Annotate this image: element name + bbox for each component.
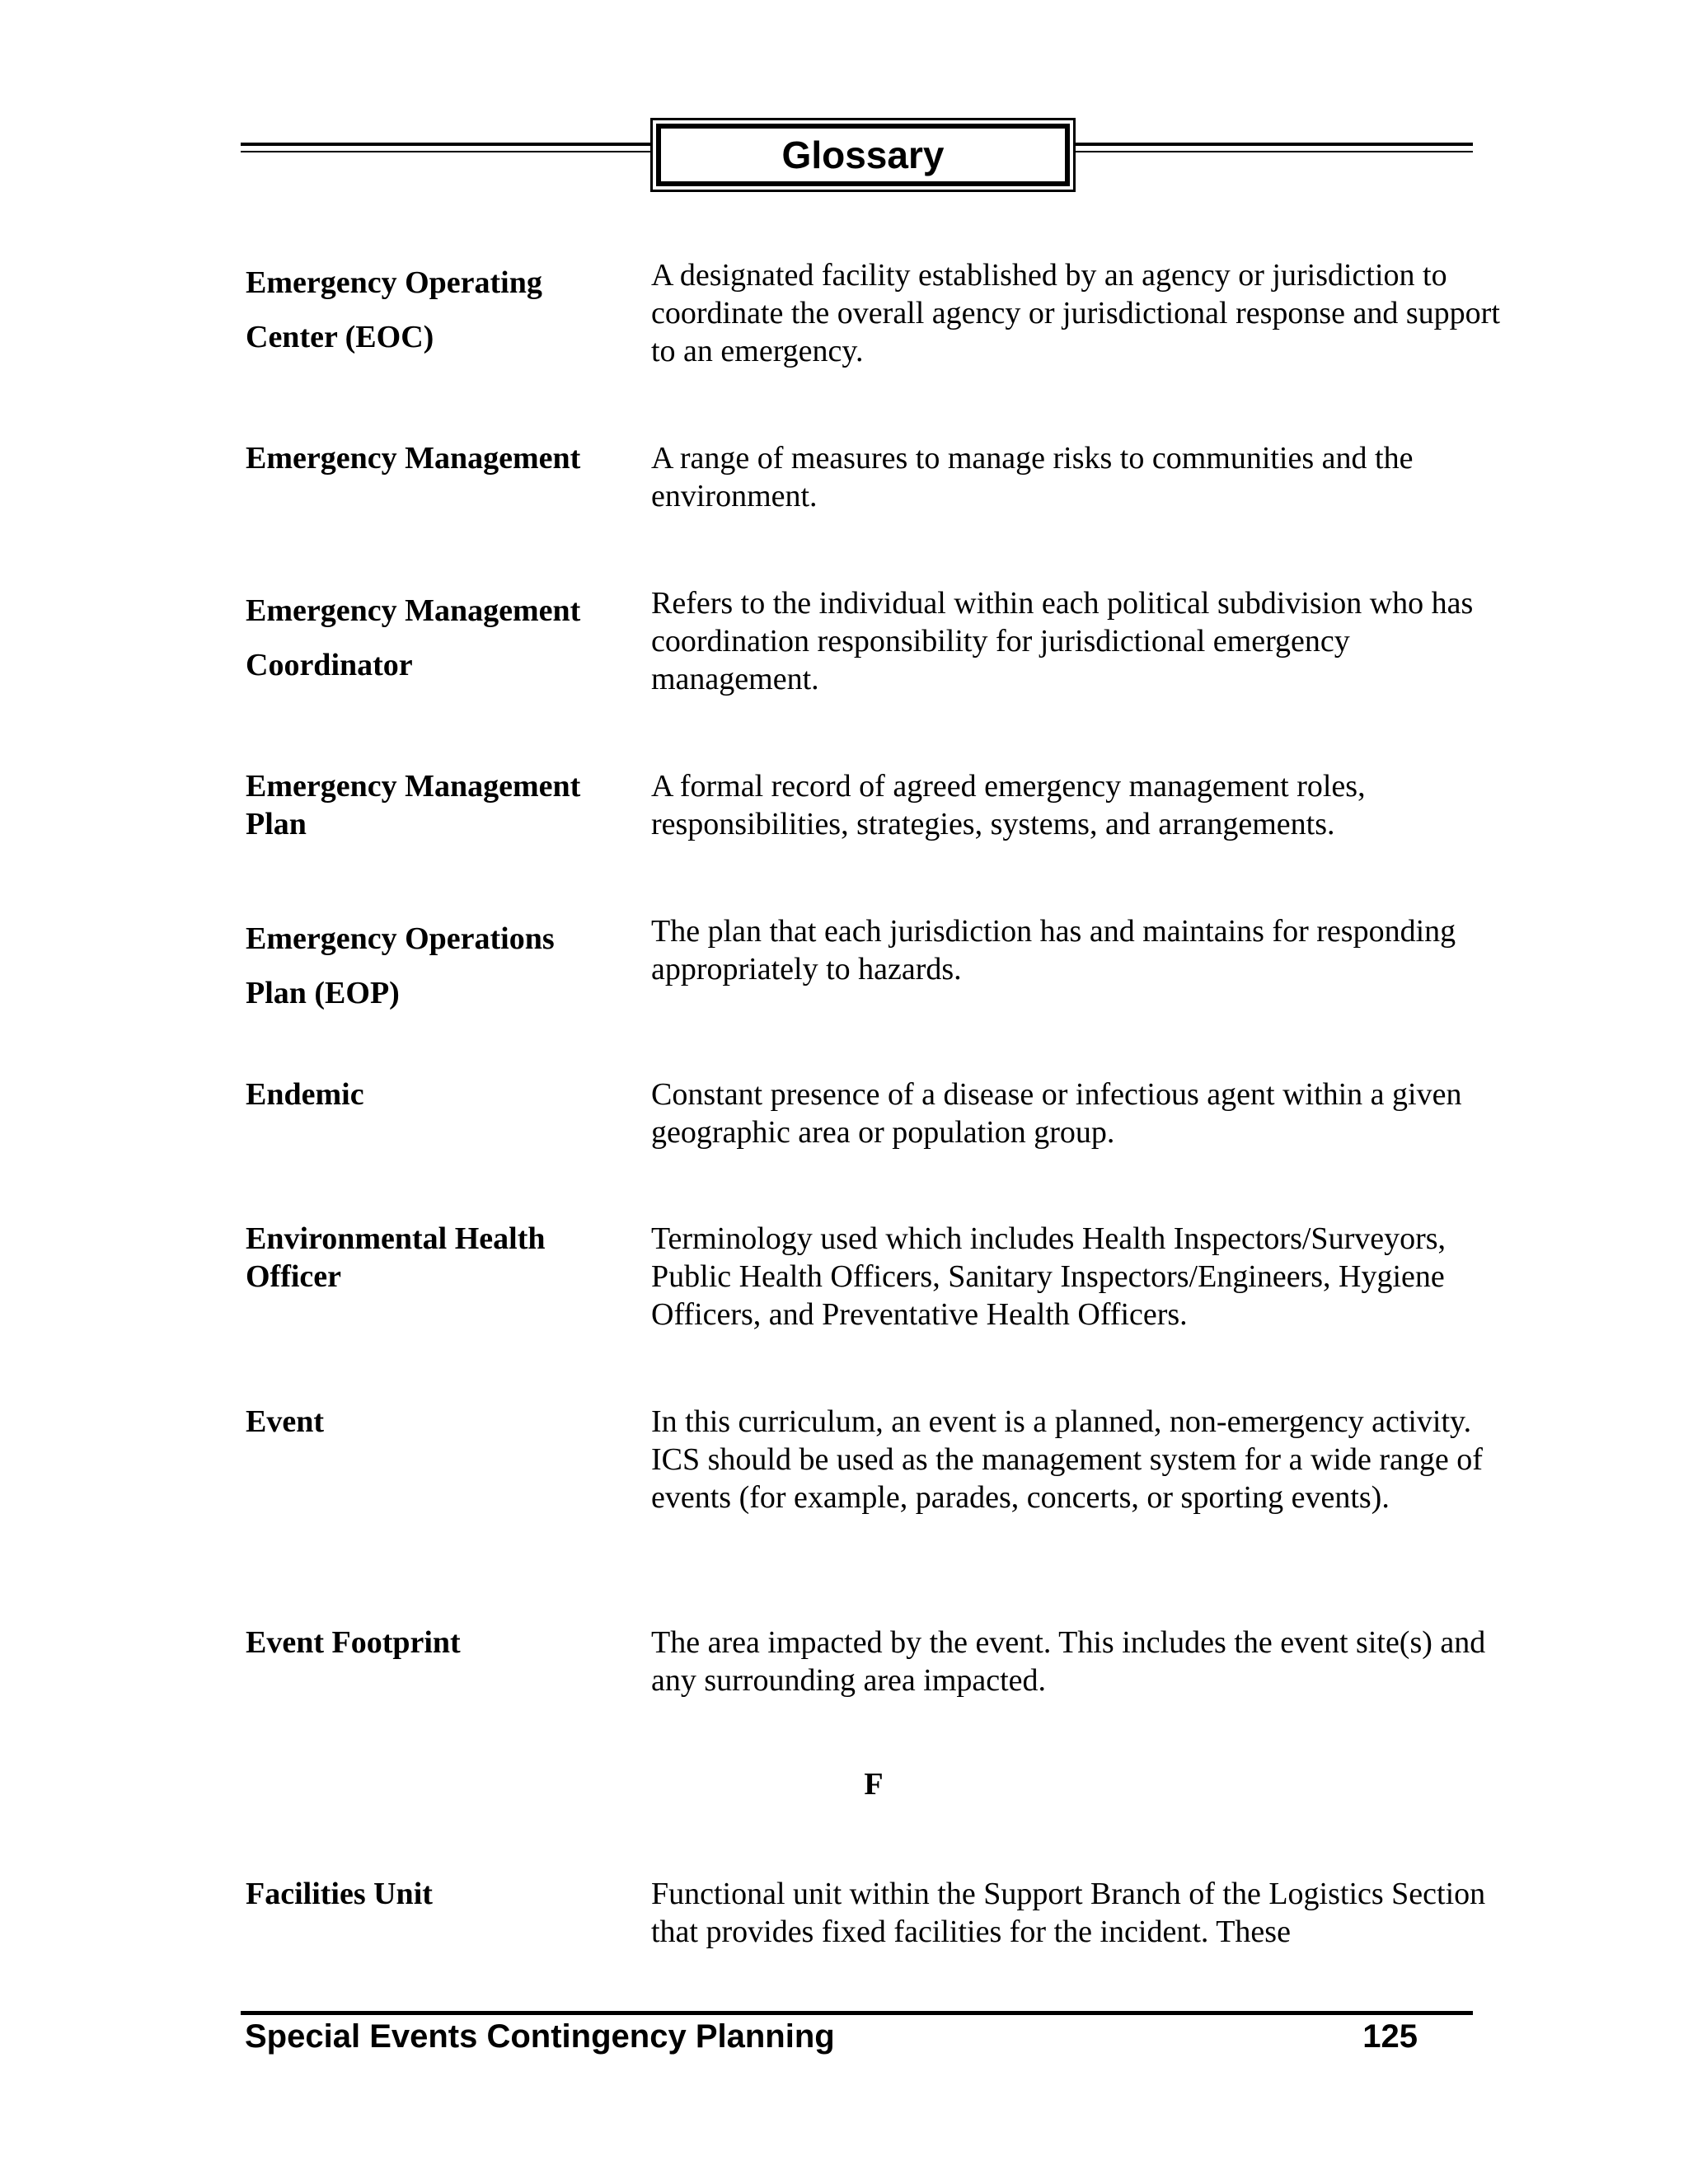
- glossary-term-line: Emergency Management: [246, 769, 581, 804]
- glossary-term-line: Center (EOC): [246, 320, 434, 354]
- glossary-term: [246, 439, 625, 477]
- glossary-term-line: Emergency Management: [246, 441, 581, 476]
- glossary-definition: In this curriculum, an event is a planned, non-emergency activity. ICS should be used as the management system for a wide range of events (for example, parades, concerts, or sporting events).: [651, 1404, 1483, 1515]
- footer-rule: [241, 2011, 1473, 2015]
- glossary-term: [246, 912, 625, 1020]
- footer-document-title: Special Events Contingency Planning: [245, 2018, 835, 2055]
- glossary-term-line: Plan: [246, 807, 307, 841]
- header-rule-left: [241, 143, 650, 152]
- glossary-definition: The area impacted by the event. This includes the event site(s) and any surrounding area impacted.: [651, 1625, 1486, 1698]
- glossary-definition: A range of measures to manage risks to communities and the environment.: [651, 441, 1414, 513]
- glossary-term: [246, 1220, 625, 1296]
- glossary-term: [246, 1403, 625, 1441]
- glossary-term: [246, 1624, 625, 1661]
- glossary-definition: Terminology used which includes Health Inspectors/Surveyors, Public Health Officers, Sanitary Inspectors/Engineers, Hygiene Officers, and Preventative Health Officers.: [651, 1221, 1447, 1332]
- header-rule-right: [1076, 143, 1473, 152]
- glossary-term: [246, 1076, 625, 1113]
- glossary-term: [246, 583, 625, 692]
- glossary-term-line: Event: [246, 1404, 324, 1439]
- glossary-term-line: Environmental Health: [246, 1221, 546, 1256]
- glossary-term-line: Officer: [246, 1259, 342, 1294]
- glossary-definition: Functional unit within the Support Branch of the Logistics Section that provides fixed facilities for the incident. These: [651, 1877, 1486, 1949]
- glossary-term-line: Emergency Operating: [246, 265, 542, 300]
- glossary-term-line: Emergency Management: [246, 593, 581, 628]
- page-title: Glossary: [656, 124, 1070, 186]
- glossary-term-line: Coordinator: [246, 648, 413, 682]
- glossary-term: [246, 255, 625, 364]
- glossary-term: [246, 1875, 625, 1913]
- page-number: 125: [1362, 2018, 1418, 2055]
- glossary-term-line: Facilities Unit: [246, 1877, 433, 1911]
- glossary-term: [246, 767, 625, 843]
- glossary-definition: A formal record of agreed emergency management roles, responsibilities, strategies, systems, and arrangements.: [651, 769, 1366, 841]
- glossary-title-box: [650, 118, 1076, 192]
- section-letter-heading: F: [864, 1767, 884, 1802]
- glossary-definition: A designated facility established by an agency or jurisdiction to coordinate the overall agency or jurisdictional response and support to an emergency.: [651, 258, 1500, 368]
- glossary-definition: The plan that each jurisdiction has and maintains for responding appropriately to hazards.: [651, 914, 1456, 987]
- glossary-term-line: Emergency Operations: [246, 921, 555, 956]
- glossary-term-line: Endemic: [246, 1077, 364, 1112]
- glossary-term-line: Event Footprint: [246, 1625, 461, 1660]
- glossary-definition: Constant presence of a disease or infectious agent within a given geographic area or population group.: [651, 1077, 1462, 1150]
- glossary-definition: Refers to the individual within each political subdivision who has coordination responsibility for jurisdictional emergency management.: [651, 586, 1474, 696]
- glossary-term-line: Plan (EOP): [246, 976, 400, 1010]
